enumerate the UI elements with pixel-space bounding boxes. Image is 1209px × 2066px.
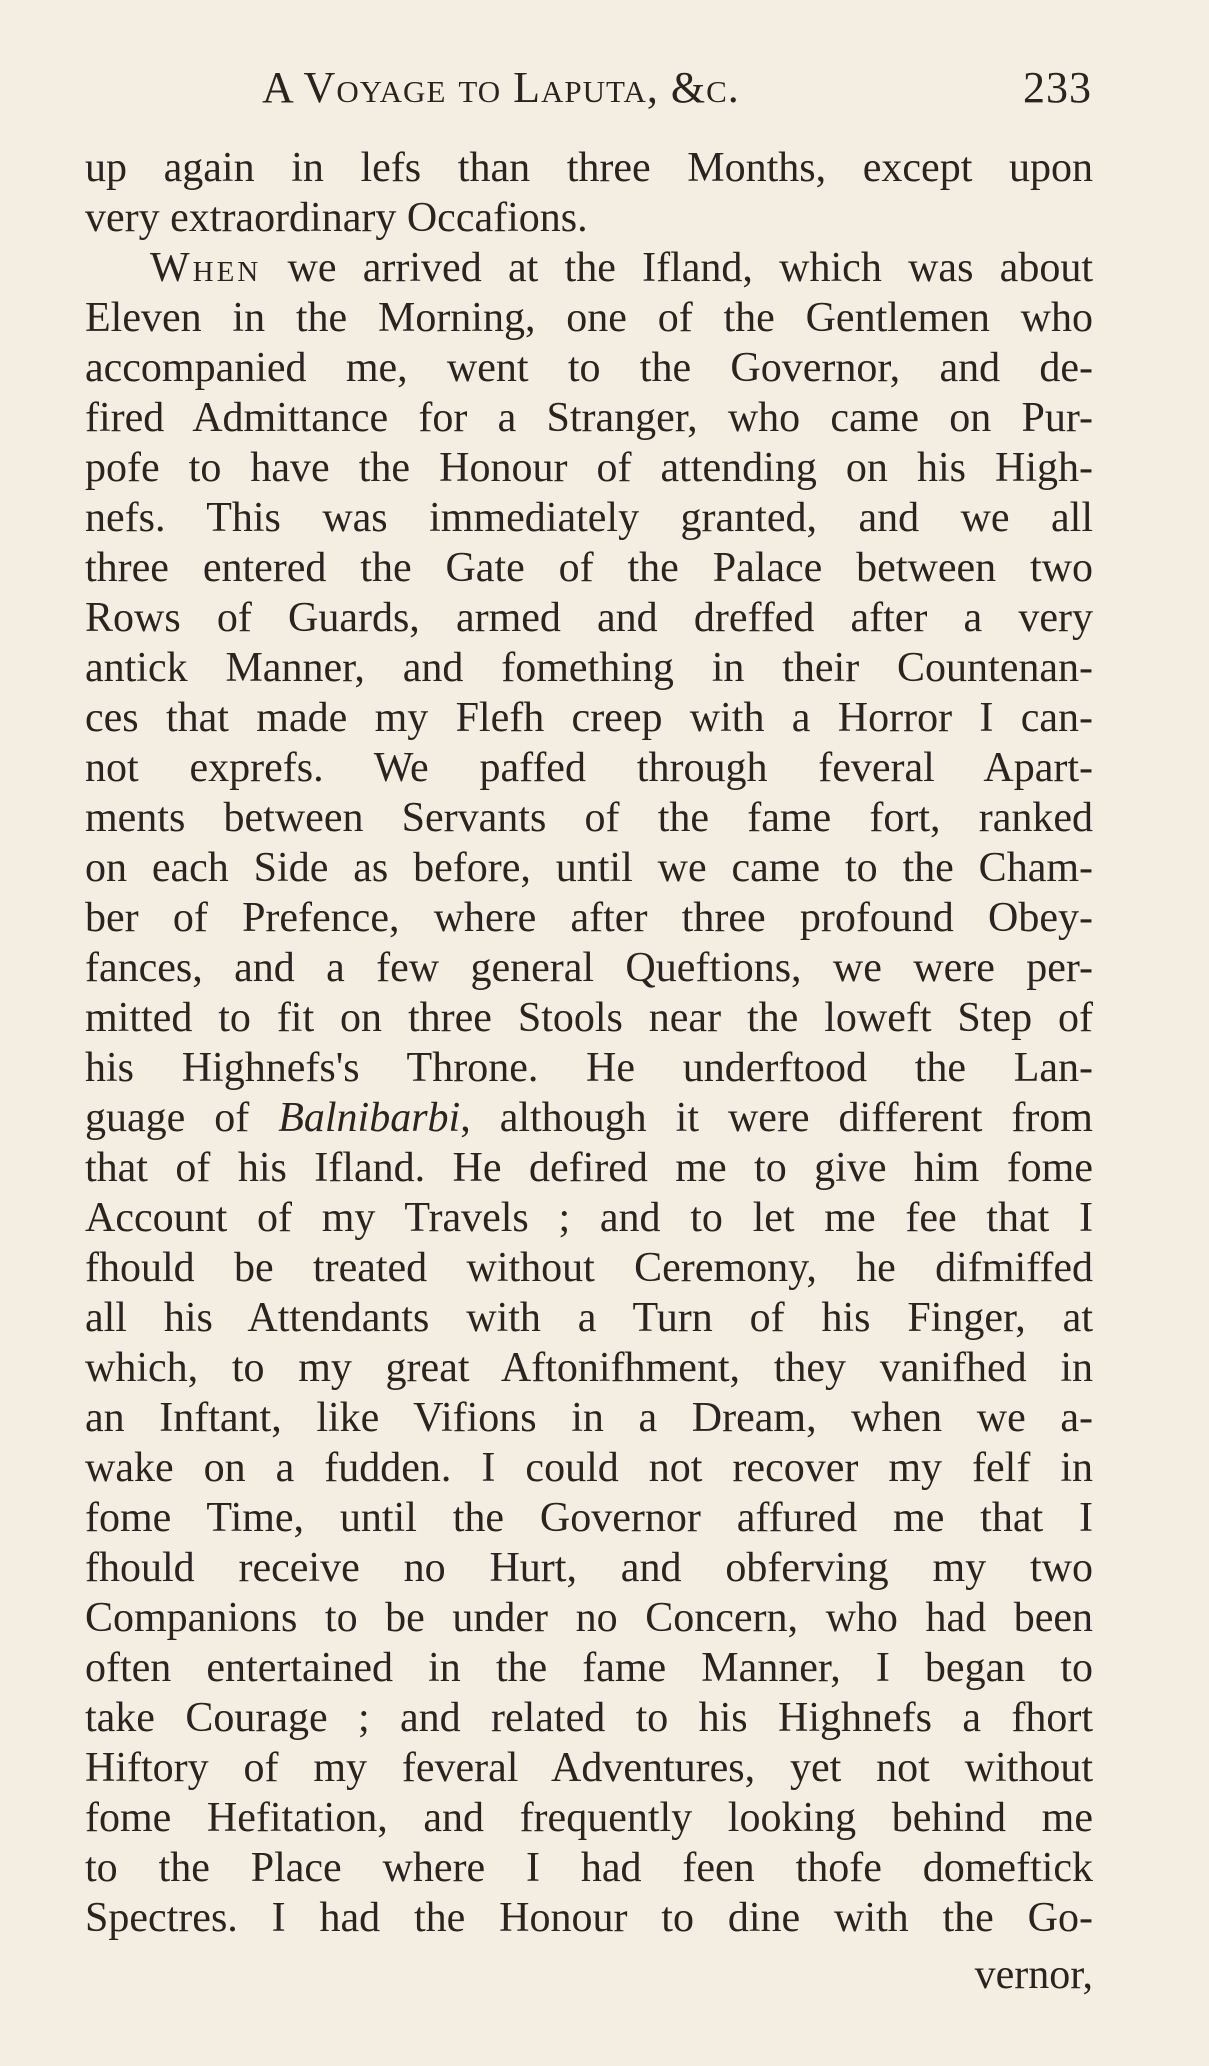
text-line: Hiftory of my feveral Adventures, yet not without bbox=[85, 1745, 1093, 1791]
text-line: three entered the Gate of the Palace between two bbox=[85, 545, 1093, 591]
text-line: often entertained in the fame Manner, I began to bbox=[85, 1645, 1093, 1691]
text-line: that of his Ifland. He defired me to give him fome bbox=[85, 1145, 1093, 1191]
page-number: 233 bbox=[1023, 63, 1092, 112]
text-line: fome Hefitation, and frequently looking behind me bbox=[85, 1795, 1093, 1841]
text-line: guage of Balnibarbi, although it were different from bbox=[85, 1095, 1093, 1141]
text-line: Eleven in the Morning, one of the Gentlemen who bbox=[85, 295, 1093, 341]
text-line: fhould receive no Hurt, and obferving my two bbox=[85, 1545, 1093, 1591]
text-line: which, to my great Aftonifhment, they vanifhed in bbox=[85, 1345, 1093, 1391]
text-line: fired Admittance for a Stranger, who came on Pur- bbox=[85, 395, 1093, 441]
text-line: an Inftant, like Vifions in a Dream, when we a- bbox=[85, 1395, 1093, 1441]
text-line: his Highnefs's Throne. He underftood the Lan- bbox=[85, 1045, 1093, 1091]
text-line: wake on a fudden. I could not recover my felf in bbox=[85, 1445, 1093, 1491]
text-line: nefs. This was immediately granted, and we all bbox=[85, 495, 1093, 541]
text-line: all his Attendants with a Turn of his Finger, at bbox=[85, 1295, 1093, 1341]
text-line: When we arrived at the Ifland, which was about bbox=[150, 245, 1093, 291]
text-line: to the Place where I had feen thofe domeftick bbox=[85, 1845, 1093, 1891]
text-line: Companions to be under no Concern, who had been bbox=[85, 1595, 1093, 1641]
text-line: mitted to fit on three Stools near the loweft Step of bbox=[85, 995, 1093, 1041]
text-line: fome Time, until the Governor affured me that I bbox=[85, 1495, 1093, 1541]
text-line: ber of Prefence, where after three profound Obey- bbox=[85, 895, 1093, 941]
text-line: pofe to have the Honour of attending on his High- bbox=[85, 445, 1093, 491]
text-line: ments between Servants of the fame fort, ranked bbox=[85, 795, 1093, 841]
running-header bbox=[262, 62, 1092, 122]
catchword: vernor, bbox=[974, 1952, 1093, 1998]
text-line: take Courage ; and related to his Highnefs a fhort bbox=[85, 1695, 1093, 1741]
text-line: ces that made my Flefh creep with a Horror I can- bbox=[85, 695, 1093, 741]
text-line: on each Side as before, until we came to the Cham- bbox=[85, 845, 1093, 891]
text-line: Account of my Travels ; and to let me fee that I bbox=[85, 1195, 1093, 1241]
text-line: accompanied me, went to the Governor, and de- bbox=[85, 345, 1093, 391]
text-line: very extraordinary Occafions. bbox=[85, 195, 588, 241]
text-line: up again in lefs than three Months, except upon bbox=[85, 145, 1093, 191]
small-caps-opening: When bbox=[150, 245, 262, 291]
text-line: Rows of Guards, armed and dreffed after a very bbox=[85, 595, 1093, 641]
text-line: not exprefs. We paffed through feveral Apart- bbox=[85, 745, 1093, 791]
running-title: A Voyage to Laputa, &c. bbox=[262, 63, 740, 112]
text-line: fances, and a few general Queftions, we were per- bbox=[85, 945, 1093, 991]
text-line: fhould be treated without Ceremony, he difmiffed bbox=[85, 1245, 1093, 1291]
italic-place-name: Balnibarbi bbox=[278, 1095, 461, 1141]
text-line: Spectres. I had the Honour to dine with the Go- bbox=[85, 1895, 1093, 1941]
text-line: antick Manner, and fomething in their Countenan- bbox=[85, 645, 1093, 691]
